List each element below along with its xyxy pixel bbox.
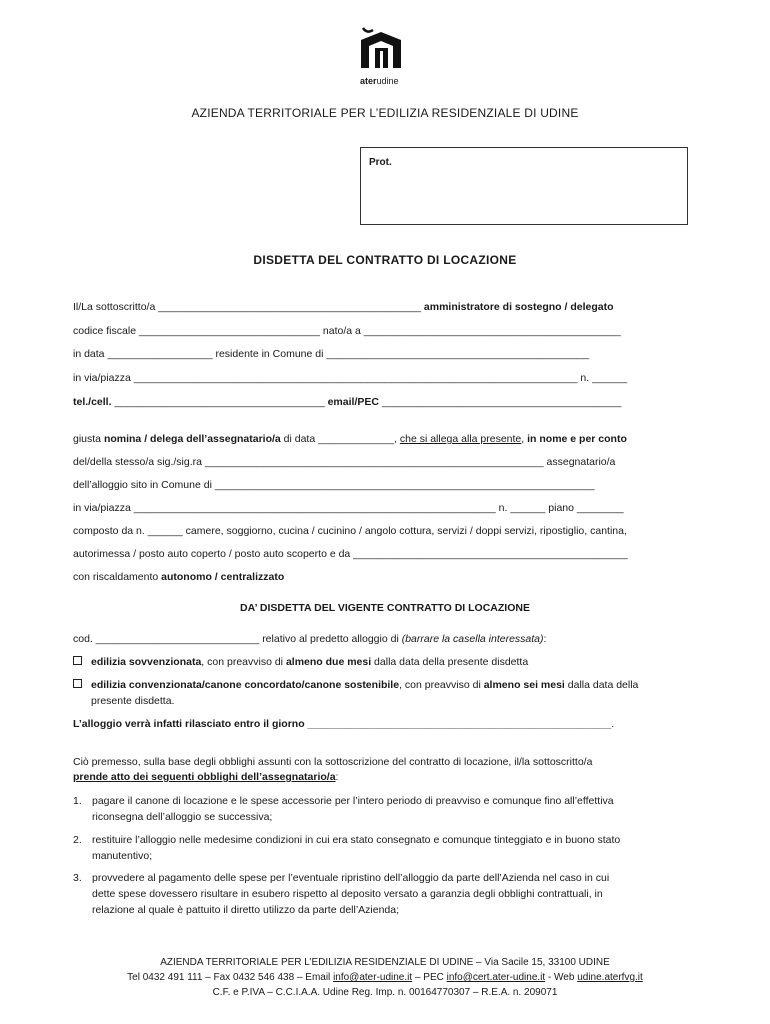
body-line-heating: con riscaldamento autonomo / centralizzato [73,571,285,583]
release-date-line: L’alloggio verrà infatti rilasciato entro il giorno ____________________________________________________. [73,718,615,730]
option-subsidized[interactable]: edilizia sovvenzionata, con preavviso di almeno due mesi dalla data della presente disdetta [73,656,528,668]
premise-line: Ciò premesso, sulla base degli obblighi assunti con la sottoscrizione del contratto di locazione, il/la sottoscritto/a [73,756,593,768]
body-line-rooms: composto da n. ______ camere, soggiorno, cucina / cucinino / angolo cottura, servizi / doppi servizi, ripostiglio, cantina, [73,525,627,537]
house-logo-icon [357,26,413,70]
obligation-text: manutentivo; [92,850,153,862]
protocol-box [360,147,688,225]
obligation-text: restituire l’alloggio nelle medesime condizioni in cui era stato consegnato e comunque tinteggiato e in buono stato [92,834,621,846]
checkbox-agreed-rent[interactable] [73,679,82,688]
body-line-mandate: giusta nomina / delega dell’assegnatario/a di data _____________, che si allega alla presente, in nome e per conto [73,433,627,445]
obligation-text: riconsegna dell’alloggio se successiva; [92,811,273,823]
header-title: AZIENDA TERRITORIALE PER L’EDILIZIA RESIDENZIALE DI UDINE [191,106,579,120]
body-line-tenant: del/della stesso/a sig./sig.ra __________________________________________________________ assegnatario/a [73,456,616,468]
document-title: DISDETTA DEL CONTRATTO DI LOCAZIONE [253,253,517,267]
form-line-birth-residence: in data __________________ residente in Comune di _____________________________________________ [73,348,590,360]
form-line-fiscal-code: codice fiscale _______________________________ nato/a a ____________________________________________ [73,325,621,337]
footer-web-link[interactable]: udine.aterfvg.it [577,972,643,983]
ater-logo [357,26,413,90]
obligation-text: dette spese dovessero risultare in esubero rispetto al deposito versato a garanzia degli obblighi contrattuali, in [92,888,603,900]
footer-address: AZIENDA TERRITORIALE PER L’EDILIZIA RESIDENZIALE DI UDINE – Via Sacile 15, 33100 UDINE [160,957,610,968]
form-line-address: in via/piazza ____________________________________________________________________________ n. ______ [73,372,628,384]
code-line: cod. ____________________________ relativo al predetto alloggio di (barrare la casella interessata): [73,633,547,645]
body-line-municipality: dell’alloggio sito in Comune di _________________________________________________________________ [73,479,595,491]
body-line-street: in via/piazza ______________________________________________________________ n. ______ piano ________ [73,502,624,514]
logo-wordmark: aterudine [360,76,399,86]
checkbox-subsidized[interactable] [73,656,82,665]
protocol-label: Prot. [369,157,392,168]
obligation-number: 3. [73,872,82,884]
form-line-contacts: tel./cell. ____________________________________ email/PEC _________________________________________ [73,396,622,408]
obligation-text: relazione al quale è pattuito il diretto utilizzo da parte dell’Azienda; [92,904,400,916]
option-agreed-rent[interactable]: edilizia convenzionata/canone concordato/canone sostenibile, con preavviso di almeno sei mesi dalla data della [73,679,638,691]
premise-heading: prende atto dei seguenti obblighi dell’assegnatario/a: [73,771,339,783]
section-title: DA’ DISDETTA DEL VIGENTE CONTRATTO DI LOCAZIONE [240,602,530,614]
obligation-text: provvedere al pagamento delle spese per l’eventuale ripristino dell’alloggio da parte dell’Azienda nel caso in cui [92,872,610,884]
footer-pec-link[interactable]: info@cert.ater-udine.it [446,972,546,983]
body-line-garage: autorimessa / posto auto coperto / posto auto scoperto e da _______________________________________________ [73,548,628,560]
footer-email-link[interactable]: info@ater-udine.it [333,972,413,983]
obligation-text: pagare il canone di locazione e le spese accessorie per l’intero periodo di preavviso e comunque fino all’effettiva [92,795,614,807]
option-agreed-rent-cont: presente disdetta. [91,695,175,707]
obligation-number: 2. [73,834,82,846]
footer-contacts: Tel 0432 491 111 – Fax 0432 546 438 – Email info@ater-udine.it – PEC info@cert.ater-udine.it - Web udine.aterfvg.it [127,972,643,983]
footer-registry: C.F. e P.IVA – C.C.I.A.A. Udine Reg. Imp. n. 00164770307 – R.E.A. n. 209071 [212,987,558,998]
form-line-name: Il/La sottoscritto/a _____________________________________________ amministratore di sostegno / delegato [73,301,614,313]
obligation-number: 1. [73,795,82,807]
